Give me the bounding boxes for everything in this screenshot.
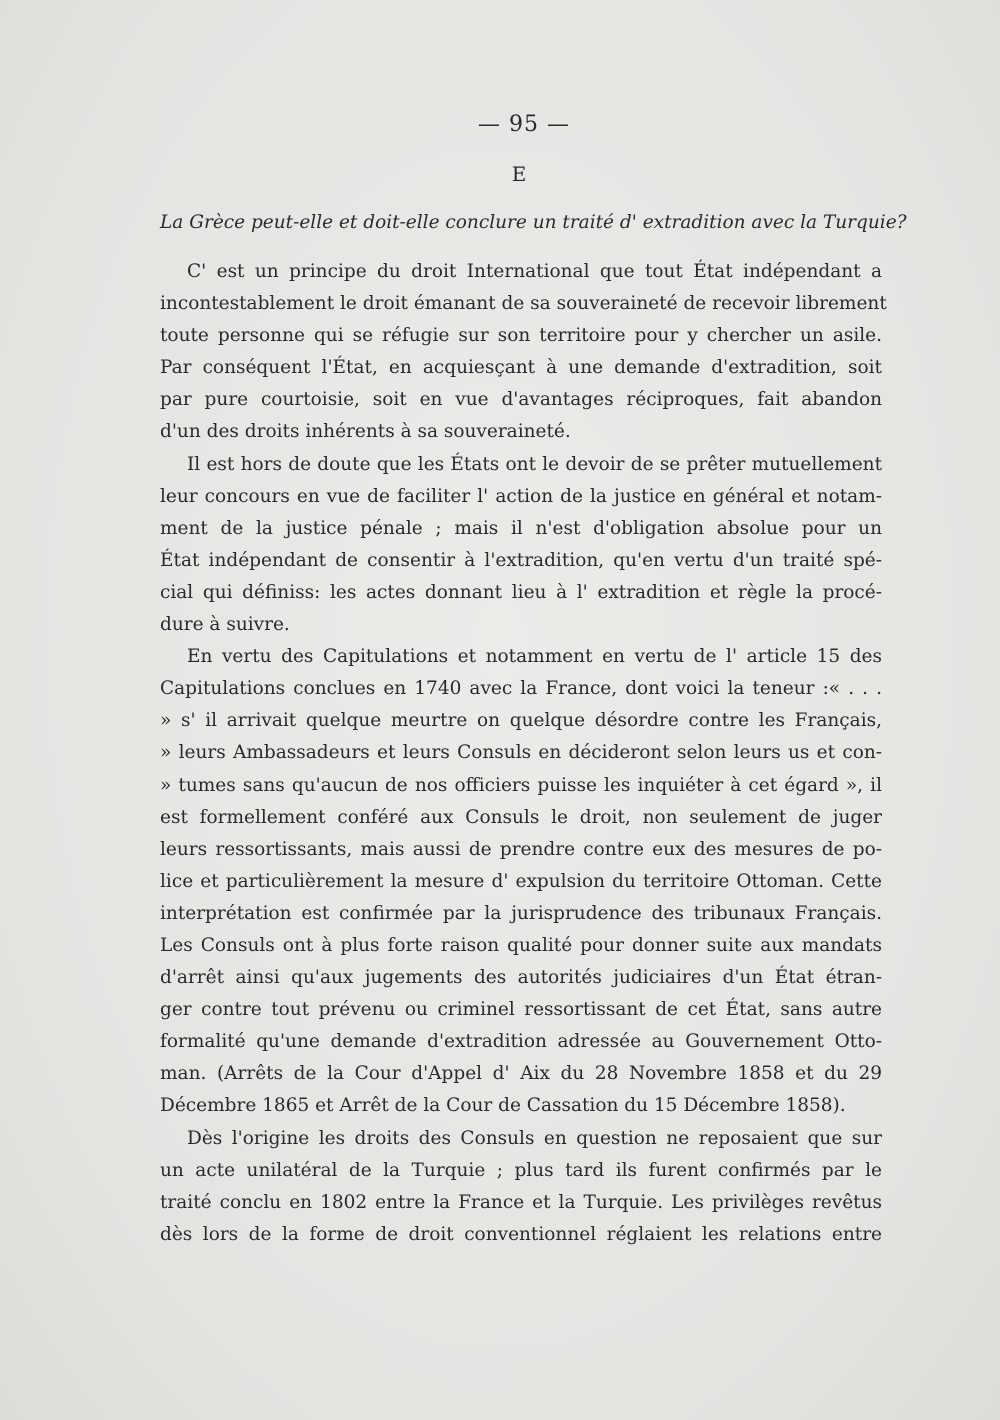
text-line: d'un des droits inhérents à sa souveraineté. [160,421,571,443]
body-text [160,256,887,1251]
text-line: dure à suivre. [160,614,290,636]
text-line: interprétation est confirmée par la jurisprudence des tribunaux Français. [160,902,882,924]
text-line: un acte unilatéral de la Turquie ; plus tard ils furent confirmés par le [160,1159,882,1181]
text-line: incontestablement le droit émanant de sa souveraineté de recevoir librement [160,293,887,315]
text-line: Décembre 1865 et Arrêt de la Cour de Cassation du 15 Décembre 1858). [160,1095,846,1117]
text-line: Par conséquent l'État, en acquiesçant à une demande d'extradition, soit [160,357,882,379]
text-line: C' est un principe du droit International que tout État indépendant a [187,261,882,282]
text-line: est formellement conféré aux Consuls le droit, non seulement de juger [160,806,882,828]
text-line: » s' il arrivait quelque meurtre on quelque désordre contre les Français, [160,710,882,732]
text-line: d'arrêt ainsi qu'aux jugements des autorités judiciaires d'un État étran- [160,967,882,989]
text-line: Capitulations conclues en 1740 avec la France, dont voici la teneur :« . . . [160,678,882,700]
page-number: — 95 — [478,112,570,137]
text-line: traité conclu en 1802 entre la France et la Turquie. Les privilèges revêtus [160,1191,882,1213]
text-line: » leurs Ambassadeurs et leurs Consuls en décideront selon leurs us et con- [160,742,882,764]
text-line: dès lors de la forme de droit conventionnel réglaient les relations entre [160,1223,882,1245]
paragraph [160,256,887,449]
text-line: Dès l'origine les droits des Consuls en question ne reposaient que sur [187,1127,882,1149]
text-line: man. (Arrêts de la Cour d'Appel d' Aix du 28 Novembre 1858 et du 29 [160,1063,882,1085]
text-line: cial qui définiss: les actes donnant lieu à l' extradition et règle la procé- [160,581,882,603]
text-line: En vertu des Capitulations et notamment en vertu de l' article 15 des [187,646,882,668]
text-line: formalité qu'une demande d'extradition adressée au Gouvernement Otto- [160,1031,882,1053]
paragraph [160,641,882,1122]
text-line: ger contre tout prévenu ou criminel ressortissant de cet État, sans autre [160,999,882,1021]
text-line: par pure courtoisie, soit en vue d'avantages réciproques, fait abandon [160,389,882,411]
text-line: toute personne qui se réfugie sur son territoire pour y chercher un asile. [160,325,882,347]
text-line: leurs ressortissants, mais aussi de prendre contre eux des mesures de po- [160,838,882,860]
text-line: Les Consuls ont à plus forte raison qualité pour donner suite aux mandats [160,934,882,956]
section-title: La Grèce peut-elle et doit-elle conclure un traité d' extradition avec la Turquie? [160,212,907,233]
section-letter: E [511,162,527,186]
text-line: leur concours en vue de faciliter l' action de la justice en général et notam- [160,485,882,507]
text-line: lice et particulièrement la mesure d' expulsion du territoire Ottoman. Cette [160,870,882,892]
paragraph [160,1123,882,1251]
text-line: État indépendant de consentir à l'extradition, qu'en vertu d'un traité spé- [160,549,882,571]
text-line: Il est hors de doute que les États ont le devoir de se prêter mutuellement [187,453,882,475]
text-line: » tumes sans qu'aucun de nos officiers puisse les inquiéter à cet égard », il [160,774,882,796]
text-line: ment de la justice pénale ; mais il n'est d'obligation absolue pour un [160,517,882,539]
paragraph [160,449,882,642]
